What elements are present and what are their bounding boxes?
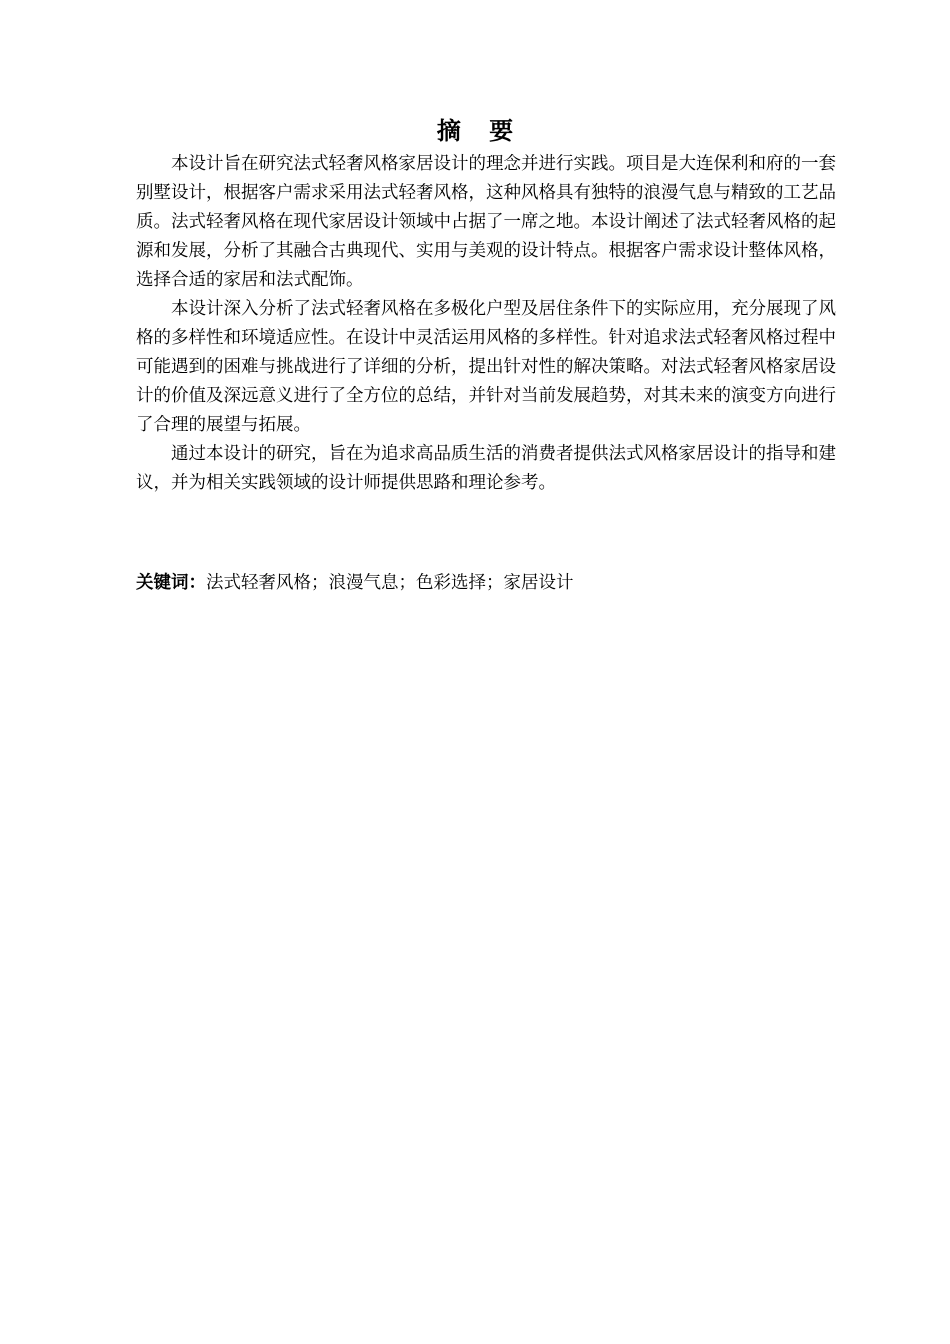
abstract-title: 摘 要 xyxy=(436,117,524,145)
keywords-line xyxy=(136,569,836,598)
abstract-paragraph-2: 本设计深入分析了法式轻奢风格在多极化户型及居住条件下的实际应用，充分展现了风格的多样性和环境适应性。在设计中灵活运用风格的多样性。针对追求法式轻奢风格过程中可能遇到的困难与挑战进行了详细的分析，提出针对性的解决策略。对法式轻奢风格家居设计的价值及深远意义进行了全方位的总结，并针对当前发展趋势，对其未来的演变方向进行了合理的展望与拓展。 xyxy=(136,299,836,435)
abstract-paragraph-3: 通过本设计的研究，旨在为追求高品质生活的消费者提供法式风格家居设计的指导和建议，并为相关实践领域的设计师提供思路和理论参考。 xyxy=(136,444,836,493)
abstract-paragraph-1: 本设计旨在研究法式轻奢风格家居设计的理念并进行实践。项目是大连保利和府的一套别墅设计，根据客户需求采用法式轻奢风格，这种风格具有独特的浪漫气息与精致的工艺品质。法式轻奢风格在现代家居设计领域中占据了一席之地。本设计阐述了法式轻奢风格的起源和发展，分析了其融合古典现代、实用与美观的设计特点。根据客户需求设计整体风格，选择合适的家居和法式配饰。 xyxy=(136,154,836,290)
abstract-body xyxy=(136,150,836,498)
keywords-label: 关键词： xyxy=(136,573,206,593)
keywords-value: 法式轻奢风格；浪漫气息；色彩选择；家居设计 xyxy=(206,573,574,593)
